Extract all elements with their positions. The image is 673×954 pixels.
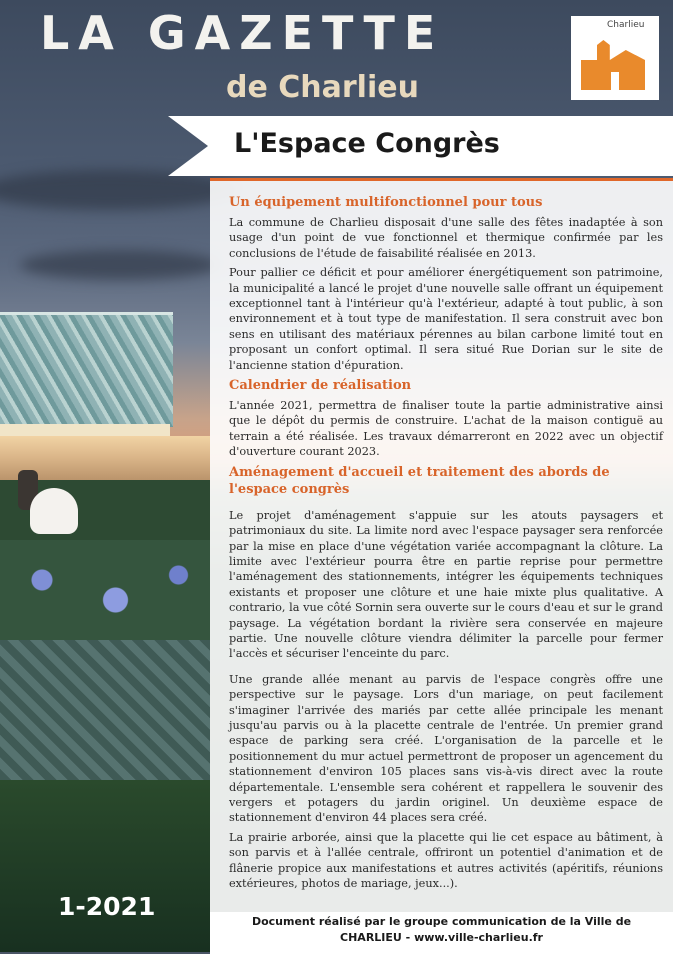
paragraph: La commune de Charlieu disposait d'une salle des fêtes inadaptée à son usage d'un point de vue fonctionnel et thermique confirmée par les conclusions de l'étude de faisabilité réalisée en 2013. — [229, 216, 663, 260]
footer-line: CHARLIEU - www.ville-charlieu.fr — [340, 931, 543, 944]
article-title: L'Espace Congrès — [234, 128, 500, 159]
bride-figure — [30, 488, 78, 534]
section-heading: Aménagement d'accueil et traitement des abords de l'espace congrès — [229, 464, 610, 497]
masthead-subtitle: de Charlieu — [226, 70, 419, 105]
building-base — [0, 424, 170, 436]
paragraph: L'année 2021, permettra de finaliser toute la partie administrative ainsi que le dépôt du permis de construire. L'achat de la maison contiguë au terrain a été réalisée. Les travaux démarreront en 2022 avec un objectif d'ouverture courant 2023. — [229, 399, 663, 459]
cloud-shape — [20, 250, 220, 280]
paragraph: La prairie arborée, ainsi que la placette qui lie cet espace au bâtiment, à son parvis et à l'allée centrale, offriront un potentiel d'animation et de flânerie propice aux manifestations et autres activités (apéritifs, réunions extérieures, photos de mariage, jeux...). — [229, 830, 663, 891]
flowers-illustration — [0, 540, 210, 640]
town-logo — [571, 16, 659, 100]
logo-door — [611, 72, 619, 90]
footer — [210, 912, 673, 954]
article-body — [229, 194, 663, 895]
paragraph: Le projet d'aménagement s'appuie sur les atouts paysagers et patrimoniaux du site. La limite nord avec l'espace paysager sera renforcée par la mise en place d'une végétation variée accompagnant la clôture. La limite avec l'extérieur pourra être en partie reprise pour permettre l'aménagement des stationnements, intégrer les équipements techniques existants et proposer une clôture et une haie mixte plus qualitative. A contrario, la vue côté Sornin sera ouverte sur le cours d'eau et sur le grand paysage. La végétation bordant la rivière sera conservée en majeure partie. Une nouvelle clôture viendra délimiter la parcelle pour fermer l'accès et sécuriser l'enceinte du parc. — [229, 508, 663, 661]
section-heading: Un équipement multifonctionnel pour tous — [229, 195, 543, 210]
paragraph: Pour pallier ce déficit et pour améliorer énergétiquement son patrimoine, la municipalité a lancé le projet d'une nouvelle salle offrant un équipement exceptionnel tant à l'intérieur qu'à l'extérieur, adapté à tout public, à son environnement et à tout type de manifestation. Il sera construit avec bon sens en utilisant des matériaux pérennes au bilan carbone limité tout en proposant un confort optimal. Il sera situé Rue Dorian sur le site de l'ancienne station d'épuration. — [229, 266, 663, 372]
ferns-illustration — [0, 780, 210, 952]
section-heading: Calendrier de réalisation — [229, 378, 412, 394]
building-illustration — [0, 312, 173, 427]
logo-label: Charlieu — [607, 20, 645, 30]
footer-line: Document réalisé par le groupe communication de la Ville de — [251, 915, 632, 928]
paving-illustration — [0, 640, 210, 780]
paragraph: Une grande allée menant au parvis de l'espace congrès offre une perspective sur le paysage. Lors d'un mariage, on peut facilement s'imaginer l'arrivée des mariés par cette allée principale les menant jusqu'au parvis ou à la placette centrale de l'entrée. Un premier grand espace de parking sera créé. L'organisation de la parcelle et le positionnement du mur actuel permettront de proposer un agencement du stationnement d'environ 105 places sans vis-à-vis direct avec la route départementale. L'ensemble sera cohérent et rappellera le souvenir des vergers et potagers du jardin originel. Un deuxième espace de stationnement d'environ 44 places sera créé. — [229, 672, 663, 825]
issue-number: 1-2021 — [58, 892, 156, 921]
masthead-title: LA GAZETTE — [40, 6, 445, 60]
